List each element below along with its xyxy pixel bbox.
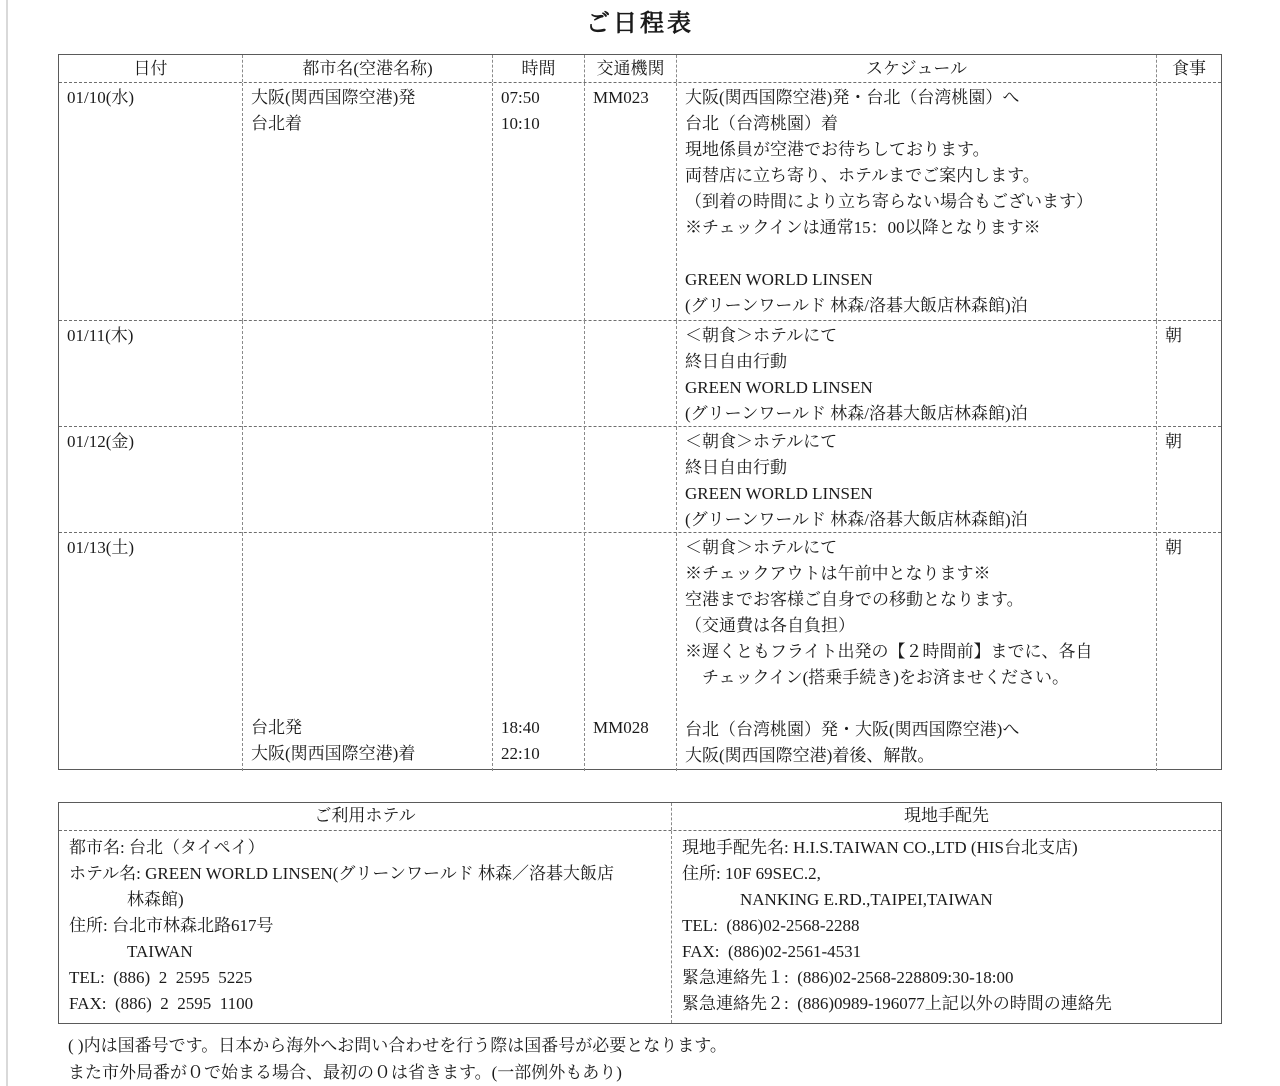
itinerary-table [58, 54, 1222, 770]
footnote-line: ( )内は国番号です。日本から海外へお問い合わせを行う際は国番号が必要となります。 [68, 1036, 727, 1055]
date-text: 01/11(木) [67, 326, 134, 345]
city-cell [243, 533, 493, 771]
hotel-agent-table [58, 802, 1222, 1024]
hotel-name-line: 林森館) [127, 890, 184, 909]
schedule-line: ※チェックアウトは午前中となります※ [685, 564, 991, 583]
date-cell [59, 321, 243, 429]
flight-number: MM028 [593, 718, 649, 737]
time-cell [493, 533, 585, 771]
hotel-city-line: 都市名: 台北（タイペイ） [69, 838, 265, 857]
schedule-line: 空港までお客様ご自身での移動となります。 [685, 590, 1024, 609]
meal-text: 朝 [1165, 432, 1182, 451]
schedule-line: ＜朝食＞ホテルにて [685, 326, 838, 345]
schedule-line: 終日自由行動 [685, 458, 787, 477]
hotel-name-line: GREEN WORLD LINSEN [685, 270, 873, 289]
city-cell [243, 321, 493, 429]
meal-cell [1157, 427, 1221, 535]
agent-address-line: NANKING E.RD.,TAIPEI,TAIWAN [740, 890, 993, 909]
header-date: 日付 [59, 55, 243, 82]
date-text: 01/12(金) [67, 432, 135, 451]
time-line: 10:10 [501, 114, 540, 133]
itinerary-row-0113 [59, 533, 1221, 769]
header-transport: 交通機関 [585, 55, 677, 82]
hotel-address-line: 住所: 台北市林森北路617号 [69, 916, 274, 935]
date-text: 01/13(土) [67, 538, 135, 557]
info-header-row [59, 803, 1221, 831]
hotel-fax-line: FAX: (886) 2 2595 1100 [69, 994, 254, 1013]
time-cell [493, 427, 585, 535]
schedule-line: 両替店に立ち寄り、ホテルまでご案内します。 [685, 166, 1040, 185]
schedule-line: 大阪(関西国際空港)着後、解散。 [685, 746, 935, 765]
schedule-line: （到着の時間により立ち寄らない場合もございます） [685, 192, 1093, 211]
time-cell [493, 83, 585, 321]
hotel-section-header: ご利用ホテル [59, 803, 672, 830]
schedule-line: 大阪(関西国際空港)発・台北（台湾桃園）へ [685, 88, 1020, 107]
schedule-line: チェックイン(搭乗手続き)をお済ませください。 [685, 668, 1069, 687]
blank-line [593, 741, 670, 767]
hotel-info-cell [59, 831, 672, 1023]
date-cell [59, 533, 243, 771]
schedule-cell [677, 427, 1157, 535]
hotel-name-line: (グリーンワールド 林森/洛碁大飯店林森館)泊 [685, 296, 1028, 315]
time-cell [493, 321, 585, 429]
hotel-name-line: (グリーンワールド 林森/洛碁大飯店林森館)泊 [685, 404, 1028, 423]
flight-number: MM023 [593, 88, 649, 107]
schedule-line: 台北（台湾桃園）発・大阪(関西国際空港)へ [685, 720, 1020, 739]
hotel-name-line: GREEN WORLD LINSEN [685, 378, 873, 397]
hotel-name-line: ホテル名: GREEN WORLD LINSEN(グリーンワールド 林森／洛碁大飯店 [69, 864, 614, 883]
hotel-address-line: TAIWAN [127, 942, 193, 961]
meal-cell [1157, 533, 1221, 771]
info-body-row [59, 831, 1221, 1023]
city-cell [243, 427, 493, 535]
footnote-line: また市外局番が０で始まる場合、最初の０は省きます。(一部例外もあり) [68, 1063, 622, 1082]
agent-emergency1-line: 緊急連絡先１: (886)02-2568-228809:30-18:00 [682, 968, 1014, 987]
itinerary-row-0112 [59, 427, 1221, 533]
schedule-line: ※チェックインは通常15：00以降となります※ [685, 218, 1041, 237]
agent-tel-line: TEL: (886)02-2568-2288 [682, 916, 860, 935]
meal-cell [1157, 321, 1221, 429]
meal-cell [1157, 83, 1221, 321]
transport-cell [585, 427, 677, 535]
city-line: 大阪(関西国際空港)着 [251, 744, 416, 763]
transport-cell [585, 83, 677, 321]
schedule-line: ＜朝食＞ホテルにて [685, 432, 838, 451]
itinerary-header-row [59, 55, 1221, 83]
hotel-name-line: GREEN WORLD LINSEN [685, 484, 873, 503]
schedule-line: 台北（台湾桃園）着 [685, 114, 838, 133]
date-cell [59, 427, 243, 535]
schedule-cell [677, 321, 1157, 429]
schedule-line: 終日自由行動 [685, 352, 787, 371]
schedule-cell [677, 83, 1157, 321]
schedule-line: ※遅くともフライト出発の【２時間前】までに、各自 [685, 642, 1093, 661]
agent-emergency2-line: 緊急連絡先２: (886)0989-196077上記以外の時間の連絡先 [682, 994, 1112, 1013]
schedule-cell [677, 533, 1157, 771]
header-meal: 食事 [1172, 59, 1206, 78]
hotel-name-line: (グリーンワールド 林森/洛碁大飯店林森館)泊 [685, 510, 1028, 529]
header-time: 時間 [493, 55, 585, 82]
agent-section-header: 現地手配先 [904, 806, 989, 825]
page-title: ご日程表 [586, 11, 694, 37]
transport-cell [585, 321, 677, 429]
meal-text: 朝 [1165, 538, 1182, 557]
time-line: 07:50 [501, 88, 540, 107]
schedule-line: 現地係員が空港でお待ちしております。 [685, 140, 990, 159]
itinerary-row-0110 [59, 83, 1221, 321]
itinerary-row-0111 [59, 321, 1221, 427]
date-text: 01/10(水) [67, 88, 135, 107]
agent-address-line: 住所: 10F 69SEC.2, [682, 864, 821, 883]
header-city: 都市名(空港名称) [243, 55, 493, 82]
footnotes [58, 1032, 1222, 1086]
time-line: 18:40 [501, 718, 540, 737]
schedule-line [685, 241, 1150, 267]
header-schedule: スケジュール [677, 55, 1157, 82]
city-line: 台北発 [251, 718, 302, 737]
agent-fax-line: FAX: (886)02-2561-4531 [682, 942, 862, 961]
date-cell [59, 83, 243, 321]
schedule-line: （交通費は各自負担） [685, 616, 855, 635]
hotel-tel-line: TEL: (886) 2 2595 5225 [69, 968, 253, 987]
meal-text [1165, 85, 1215, 111]
time-line: 22:10 [501, 744, 540, 763]
schedule-line [685, 691, 1150, 717]
agent-name-line: 現地手配先名: H.I.S.TAIWAN CO.,LTD (HIS台北支店) [682, 838, 1078, 857]
agent-info-cell [672, 831, 1221, 1023]
transport-cell [585, 533, 677, 771]
city-cell [243, 83, 493, 321]
city-line: 大阪(関西国際空港)発 [251, 88, 416, 107]
schedule-line: ＜朝食＞ホテルにて [685, 538, 838, 557]
meal-text: 朝 [1165, 326, 1182, 345]
city-line: 台北着 [251, 114, 302, 133]
